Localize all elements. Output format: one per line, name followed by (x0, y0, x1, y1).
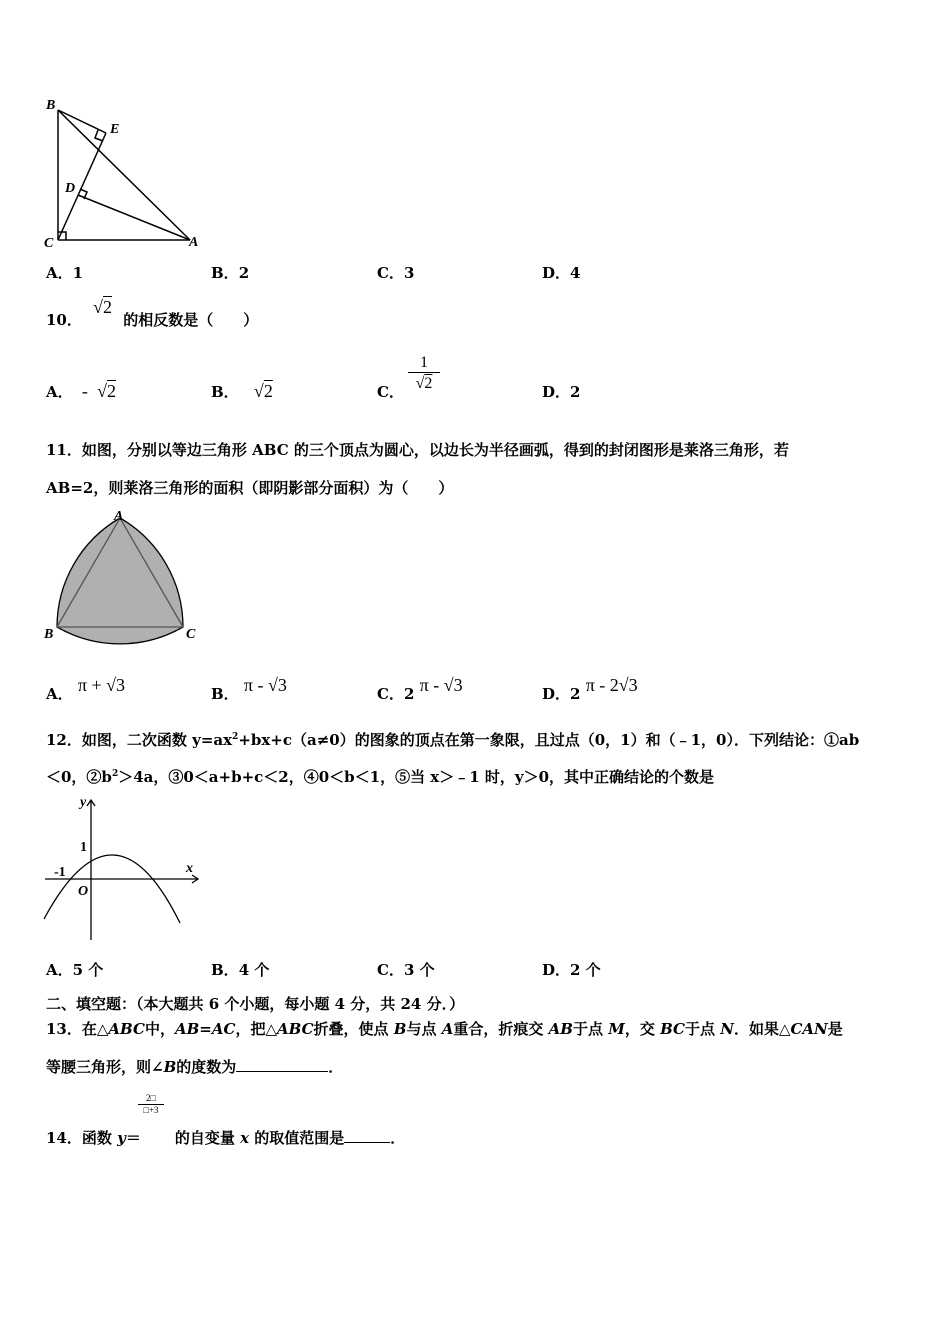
q12-line2: ＜0，$②b^2>4a$，③0＜a+b+c＜2，④0＜b＜1，⑤当 x＞﹣1 时，y＞0，其中正确结论的个数是 (46, 768, 715, 786)
q14-stem: 14．函数 y＝ 的自变量 x 的取值范围是 ． (46, 1129, 406, 1147)
q10-fraction: 1 √2 (408, 354, 440, 395)
q14-answer-blank[interactable] (344, 1128, 390, 1143)
label-c: C (186, 627, 196, 642)
q14-fraction: 2□ □+3 (138, 1093, 164, 1116)
q12-option-a[interactable]: A．5 个 (46, 961, 104, 979)
label-one: 1 (80, 840, 87, 855)
q12-option-b[interactable]: B．4 个 (211, 961, 270, 979)
q13-answer-blank[interactable] (236, 1057, 328, 1072)
q13-line2: 等腰三角形，则∠B的度数为 ． (46, 1058, 344, 1076)
q9-figure (40, 95, 210, 255)
label-b: B (44, 627, 54, 642)
q12-option-c[interactable]: C．3 个 (377, 961, 435, 979)
label-a: A (114, 509, 124, 524)
label-a: A (189, 235, 199, 250)
q11-line2: AB=2，则莱洛三角形的面积（即阴影部分面积）为（ ） (46, 479, 454, 497)
q11-option-c[interactable]: C．2 π - √3 (377, 675, 463, 703)
segment-be (58, 110, 106, 133)
q11-line1: 11．如图，分别以等边三角形 ABC 的三个顶点为圆心，以边长为半径画弧，得到的封闭图形是莱洛三角形，若 (46, 441, 789, 459)
q12-line1: 12．如图，二次函数 $y=ax^2+bx+c(a\ne 0)$的图象的顶点在第一象限，且过点（0，1）和（﹣1，0）．下列结论：①ab (46, 731, 860, 749)
q11-option-a[interactable]: A． π + √3 (46, 675, 125, 703)
segment-ab (58, 110, 190, 240)
label-c: C (44, 236, 54, 251)
label-d: D (65, 181, 76, 196)
q13-line1: 13．在△ABC中，AB=AC，把△ABC折叠，使点 B与点 A重合，折痕交 AB于点 M，交 BC于点 N．如果△CAN是 (46, 1020, 843, 1038)
q11-reuleaux-figure (40, 506, 210, 646)
q10-option-c[interactable]: C． (377, 383, 404, 401)
label-y: y (80, 795, 87, 810)
label-e: E (110, 122, 120, 137)
q10-stem: 10． √2 的相反数是（ ） (46, 297, 259, 329)
section-title-fill-in: 二、填空题：（本大题共 6 个小题，每小题 4 分，共 24 分．） (46, 995, 465, 1013)
q10-option-a[interactable]: A． - √2 (46, 381, 116, 401)
q12-parabola-figure (40, 792, 210, 942)
sqrt2-expression: √2 (93, 297, 112, 317)
q9-option-c[interactable]: C．3 (377, 264, 415, 282)
q10-option-d[interactable]: D．2 (542, 383, 581, 401)
q9-option-a[interactable]: A．1 (46, 264, 84, 282)
q11-option-b[interactable]: B． π - √3 (211, 675, 287, 703)
q12-option-d[interactable]: D．2 个 (542, 961, 601, 979)
q11-option-d[interactable]: D．2 π - 2√3 (542, 675, 638, 703)
reuleaux-shaded-region (57, 518, 183, 644)
q9-option-b[interactable]: B．2 (211, 264, 250, 282)
label-x: x (186, 861, 193, 876)
label-origin: O (78, 884, 89, 899)
segment-ad (78, 195, 190, 240)
label-b: B (46, 98, 56, 113)
q10-option-b[interactable]: B． √2 (211, 381, 273, 401)
label-minus-one: -1 (54, 865, 66, 880)
q9-option-d[interactable]: D．4 (542, 264, 581, 282)
